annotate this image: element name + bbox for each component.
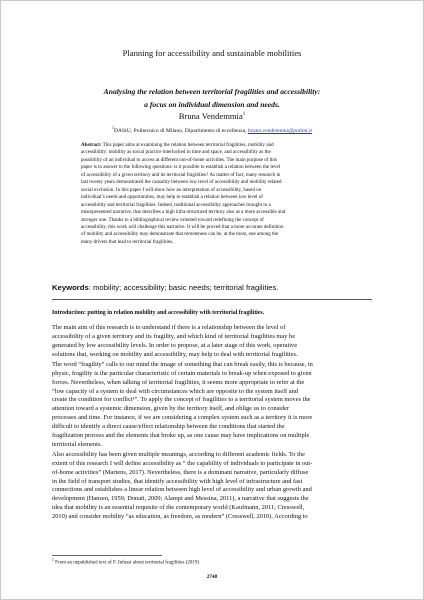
body-line: forces. Nevertheless, when talking of territorial fragilities, it seems more appropriate to refer at the: [52, 378, 305, 386]
body-line: attention toward a systemic dimension, given by the territory itself, and oblige us to consider: [52, 405, 290, 413]
author-sup: 1: [242, 112, 246, 118]
paper-title: [31, 85, 393, 111]
abstract-label: Abstract:: [81, 142, 102, 148]
running-head: Planning for accessibility and sustainable mobilities: [122, 48, 302, 58]
body-line: 2010) and consider mobility “as education, as freedom, as modern” (Cresswell, 2010). According to: [52, 512, 308, 520]
footnote: [52, 558, 199, 566]
footnote-divider: [52, 555, 162, 556]
footnote-text: From an unpublished text of F. Infussi about territorial fragilities (2019): [53, 560, 200, 566]
body-line: of-home activities” (Martens, 2017). Nevertheless, there is a dominant narrative, particularly diffuse: [52, 468, 309, 476]
author-email-link[interactable]: bruna.vendemmia@polimi.it: [247, 127, 313, 134]
body-line: fragilization process and the elements that broke up, as one cause may have implications on multiple: [52, 431, 310, 439]
keywords: [52, 283, 278, 292]
title-line-1: Analysing the relation between territorial fragilities and accessibility:: [103, 87, 321, 96]
abstract-line: of mobility and accessibility may demonstrate that remoteness can be, at the most, one among the: [81, 231, 279, 238]
affiliation-sup: 1: [111, 125, 114, 130]
paragraph-3: [52, 451, 373, 522]
page-number: 2748: [206, 574, 218, 580]
paragraph-1: [52, 324, 373, 359]
abstract: [81, 142, 344, 246]
body-line: “low capacity of a system to deal with circumstances which are opposite to the system itself and: [52, 387, 298, 395]
body-line: difficult to identify a direct cause/effect relationship between the conditions that started the: [52, 422, 285, 430]
body-line: idea that mobility is an essential requisite of the contemporary world (Kaufmann, 2011; Cresswell,: [52, 504, 305, 512]
section-divider: [52, 299, 372, 300]
abstract-line: possibility of an individual to access at different out-of-home activities. The main purpose of this: [81, 156, 277, 163]
body-line: create the condition for conflict¹”. To apply the concept of fragilities to a territorial system moves the: [52, 396, 311, 404]
body-line: solutions that, working on mobility and accessibility, may help to deal with territorial fragilities.: [52, 350, 298, 358]
abstract-line: last twenty years demonstrated the causality between low level of accessibility and mobility related: [81, 179, 282, 186]
keywords-text: : mobility; accessibility; basic needs; territorial fragilities.: [88, 283, 279, 292]
abstract-line: individual’s needs and opportunities, may help to establish a relation between low level of: [81, 194, 263, 201]
keywords-label: Keywords: [52, 283, 89, 292]
abstract-line: many drivers that lead to territorial fragilities.: [81, 238, 174, 245]
body-line: in the field of transport studies, that identify accessibility with high level of infrastructure and fast: [52, 477, 303, 485]
body-line: physic, fragility is the particular characteristic of certain materials to break-up when exposed to given: [52, 369, 312, 377]
abstract-line: accessibility, this work will challenge this narrative. It will be proved that a more accurate definition: [81, 223, 284, 230]
body-line: accessibility of a given territory and its fragility, and which kind of territorial fragilities may be: [52, 332, 296, 340]
body-line: The word “fragility” calls to our mind the image of something that can break easily, this is because, in: [52, 361, 313, 368]
body-line: extent of this research I will define accessibility as “ the capability of individuals to participate in out-: [52, 459, 313, 467]
author-name: Bruna Vendemmia: [178, 111, 243, 121]
title-line-2: a focus on individual dimension and needs.: [144, 100, 280, 109]
body-line: development (Hansen, 1959; Donati, 2009; Alampi and Messina, 2011), a narrative that suggests the: [52, 495, 309, 503]
body-line: Also accessibility has been given multiple meanings, according to different academic fields. To the: [52, 451, 305, 458]
paragraph-2: [52, 361, 373, 449]
abstract-line: of accessibility of a given territory and its territorial fragilities? As matter of fact, many research in: [81, 171, 281, 178]
author: [1, 111, 423, 121]
affiliation-text: DAStU, Politecnico di Milano, Dipartimento di eccellenza,: [113, 127, 248, 134]
body-line: processes and time. For instance, if we are considering a complex system such as a territory it is more: [52, 414, 313, 422]
abstract-line: accessibility: mobility as social practice interlocked in time and space, and accessibility as the: [81, 149, 271, 156]
footnote-sup: 1: [52, 558, 54, 562]
abstract-line: Abstract: This paper aims at examining the relation between territorial fragilities, mobility and: [81, 142, 274, 148]
abstract-line: social exclusion. In this paper I will show how an interpretation of accessibility, based on: [81, 186, 262, 193]
body-line: generated by low accessibility levels. In order to propose, at a later stage of this work, operative: [52, 341, 298, 349]
section-heading: Introduction: putting in relation mobility and accessibility with territorial fragilities.: [52, 310, 265, 316]
body-line: connections and establishes a linear relation between high level of accessibility and urban growth and: [52, 486, 312, 494]
abstract-line: misrepresented narrative, that describes a high infra-structured territory also as a more accessible and: [81, 209, 286, 216]
affiliation: [1, 125, 423, 134]
body-line: territorial elements.: [52, 440, 103, 448]
abstract-line: stronger one. Thanks to a bibliographical review oriented toward redefining the concept of: [81, 216, 264, 223]
abstract-line: paper is to answer to the following questions: is it possible to establish a relation between the level: [81, 164, 281, 171]
body-line: The main aim of this research is to understand if there is a relationship between the level of: [52, 324, 286, 331]
abstract-line: accessibility and territorial fragilities. Indeed, traditional accessibility approaches brought to a: [81, 201, 271, 208]
